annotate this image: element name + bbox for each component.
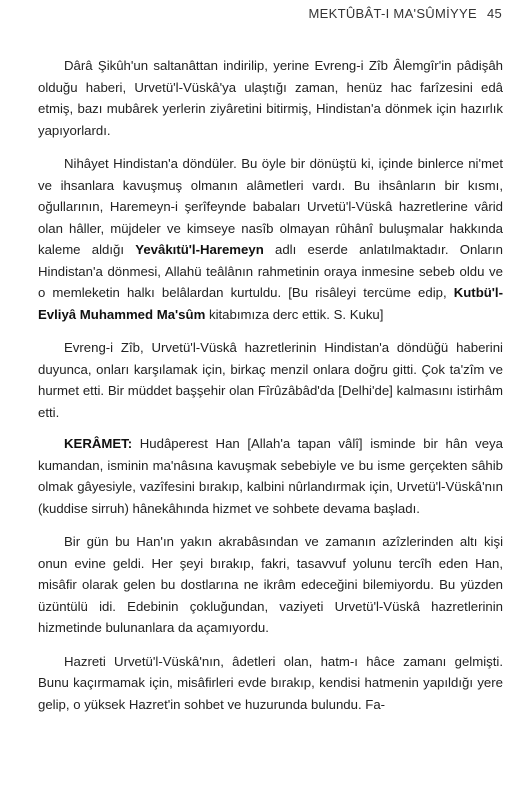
- book-title-reference: Yevâkıtü'l-Haremeyn: [135, 242, 264, 257]
- running-header: [309, 6, 502, 21]
- body-text: [38, 55, 503, 727]
- paragraph-text: kitabımıza derc ettik. S. Kuku]: [205, 306, 384, 322]
- paragraph: Hazreti Urvetü'l-Vüskâ'nın, âdetleri olan, hatm-ı hâce zamanı gelmişti. Bunu kaçırmamak için, misâfirleri evde bırakıp, kendisi hatmenin yapıldığı yere gelip, o yüksek Hazret'in sohbet ve huzurunda bulundu. Fa-: [38, 653, 503, 712]
- book-title-reference: Kutbü'l-Evliyâ Muhammed Ma'sûm: [38, 285, 503, 322]
- paragraph: [38, 153, 503, 325]
- paragraph: Dârâ Şikûh'un saltanâttan indirilip, yerine Evreng-i Zîb Âlemgîr'in pâdişâh olduğu haberi, Urvetü'l-Vüskâ'ya ulaştığı zaman, henüz hac farîzesini edâ etmiş, bazı mubârek yerlerin ziyâretini bitirmiş, Hindistan'a dönmek için hazırlık yapıyorlardı.: [38, 58, 503, 138]
- paragraph: Bir gün bu Han'ın yakın akrabâsından ve zamanın azîzlerinden altı kişi onun evine geldi. Her şeyi bırakıp, fakri, tasavvuf yolunu tercîh eden Han, misâfir olarak gelen bu dostlarına ne ikrâm edeceğini bilemiyordu. Bu yüzden üzüntülü idi. Edebinin çokluğundan, vaziyeti Urvetü'l-Vüskâ hazretlerinin hizmetinde bulunanlara da açamıyordu.: [38, 534, 503, 635]
- section-label: KERÂMET:: [64, 436, 133, 451]
- paragraph-text: Nihâyet Hindistan'a döndüler. Bu öyle bir dönüştü ki, içinde binlerce ni'met ve ihsanlara kavuşmuş olmanın alâmetleri vardı. Bu ihsânların bir kısmı, oğullarının, Haremeyn-i şerîfeynde babaları Urvetü'l-Vüskâ hazretlerine vârid olan hâller, müjdeler ve kimseye nasîb olmayan rûhânî buluşmalar hakkında kaleme aldığı: [38, 156, 503, 257]
- paragraph-text: adlı eserde anlatılmaktadır. Onların Hindistan'a dönmesi, Allahü teâlânın rahmetinin oraya inmesine sebeb oldu ve o memleketin halkı belâlardan kurtuldu. [Bu risâleyi tercüme edip,: [38, 242, 503, 300]
- book-title: MEKTÛBÂT-I MA'SÛMİYYE: [308, 6, 477, 21]
- page-number: 45: [486, 6, 502, 21]
- paragraph-text: Hudâperest Han [Allah'a tapan vâlî] isminde bir hân veya kumandan, isminin ma'nâsına kavuşmak sebebiyle ve bu isme gerçekten sâhib olmak gâyesiyle, vazîfesini bırakıp, kalbini nûrlandırmak için, Urvetü'l-Vüskâ'nın (kuddise sirruh) hânekâhında hizmet ve sohbete devama başladı.: [38, 436, 503, 516]
- paragraph: [38, 433, 503, 519]
- paragraph: Evreng-i Zîb, Urvetü'l-Vüskâ hazretlerinin Hindistan'a döndüğü haberini duyunca, onları karşılamak için, birkaç menzil onlara doğru gitti. Çok ta'zîm ve hurmet etti. Bir müddet başşehir olan Fîrûzâbâd'da [Delhi'de] kalmasını istirhâm etti.: [38, 340, 503, 420]
